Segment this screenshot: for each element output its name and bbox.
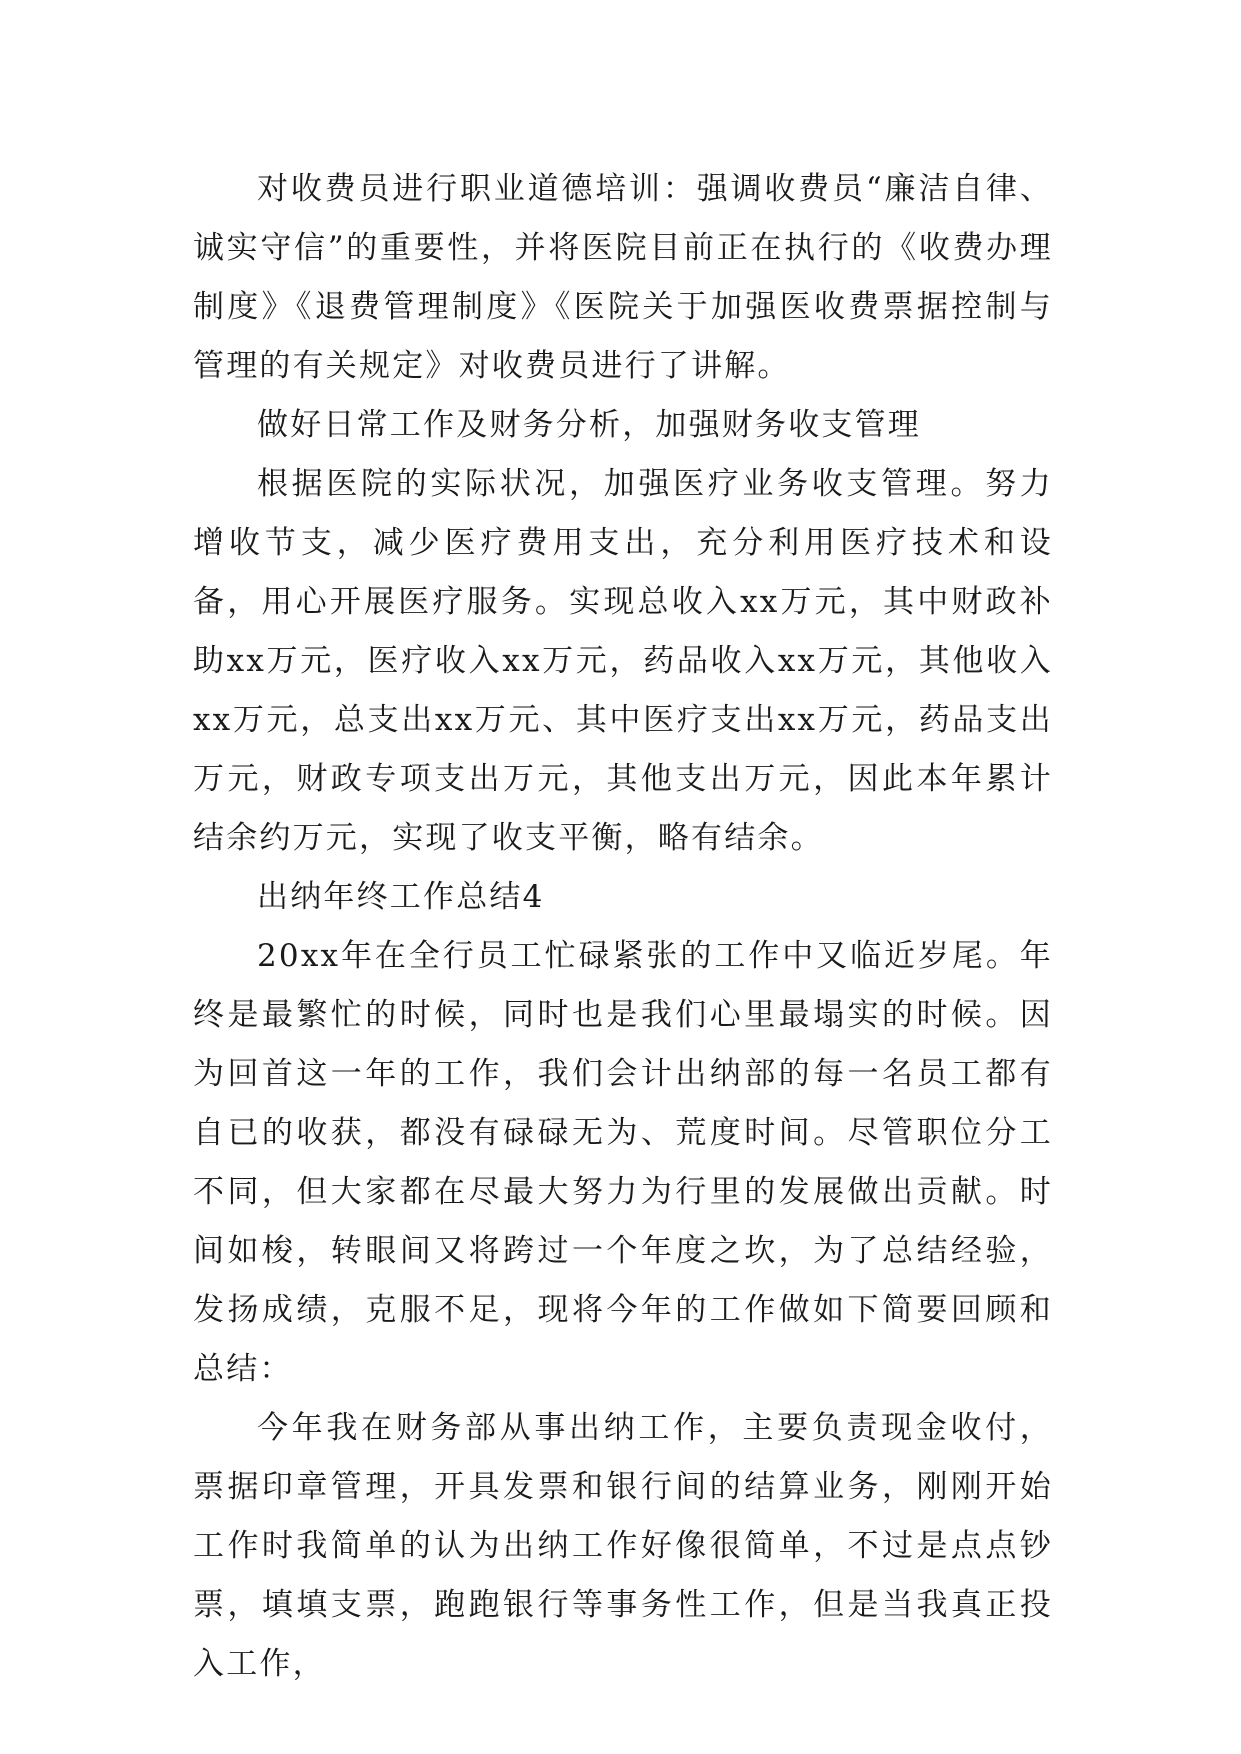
paragraph-income-expense: 根据医院的实际状况，加强医疗业务收支管理。努力增收节支，减少医疗费用支出，充分利用医疗技术和设备，用心开展医疗服务。实现总收入xx万元，其中财政补助xx万元，医疗收入xx万元，药品收入xx万元，其他收入xx万元，总支出xx万元、其中医疗支出xx万元，药品支出万元，财政专项支出万元，其他支出万元，因此本年累计结余约万元，实现了收支平衡，略有结余。 [193, 466, 1053, 856]
section-heading-summary-4: 出纳年终工作总结4 [257, 879, 545, 915]
paragraph-year-end-review: 20xx年在全行员工忙碌紧张的工作中又临近岁尾。年终是最繁忙的时候，同时也是我们心里最塌实的时候。因为回首这一年的工作，我们会计出纳部的每一名员工都有自已的收获，都没有碌碌无为、荒度时间。尽管职位分工不同，但大家都在尽最大努力为行里的发展做出贡献。时间如梭，转眼间又将跨过一个年度之坎，为了总结经验，发扬成绩，克服不足，现将今年的工作做如下简要回顾和总结： [193, 938, 1053, 1387]
paragraph-ethics-training: 对收费员进行职业道德培训：强调收费员“廉洁自律、诚实守信”的重要性，并将医院目前正在执行的《收费办理制度》《退费管理制度》《医院关于加强医收费票据控制与管理的有关规定》对收费员进行了讲解。 [193, 171, 1053, 384]
paragraph-cashier-duties: 今年我在财务部从事出纳工作，主要负责现金收付，票据印章管理，开具发票和银行间的结算业务，刚刚开始工作时我简单的认为出纳工作好像很简单，不过是点点钞票，填填支票，跑跑银行等事务性工作，但是当我真正投入工作， [193, 1410, 1053, 1682]
document-body [193, 160, 1053, 1694]
section-heading-finance-analysis: 做好日常工作及财务分析，加强财务收支管理 [257, 407, 921, 443]
